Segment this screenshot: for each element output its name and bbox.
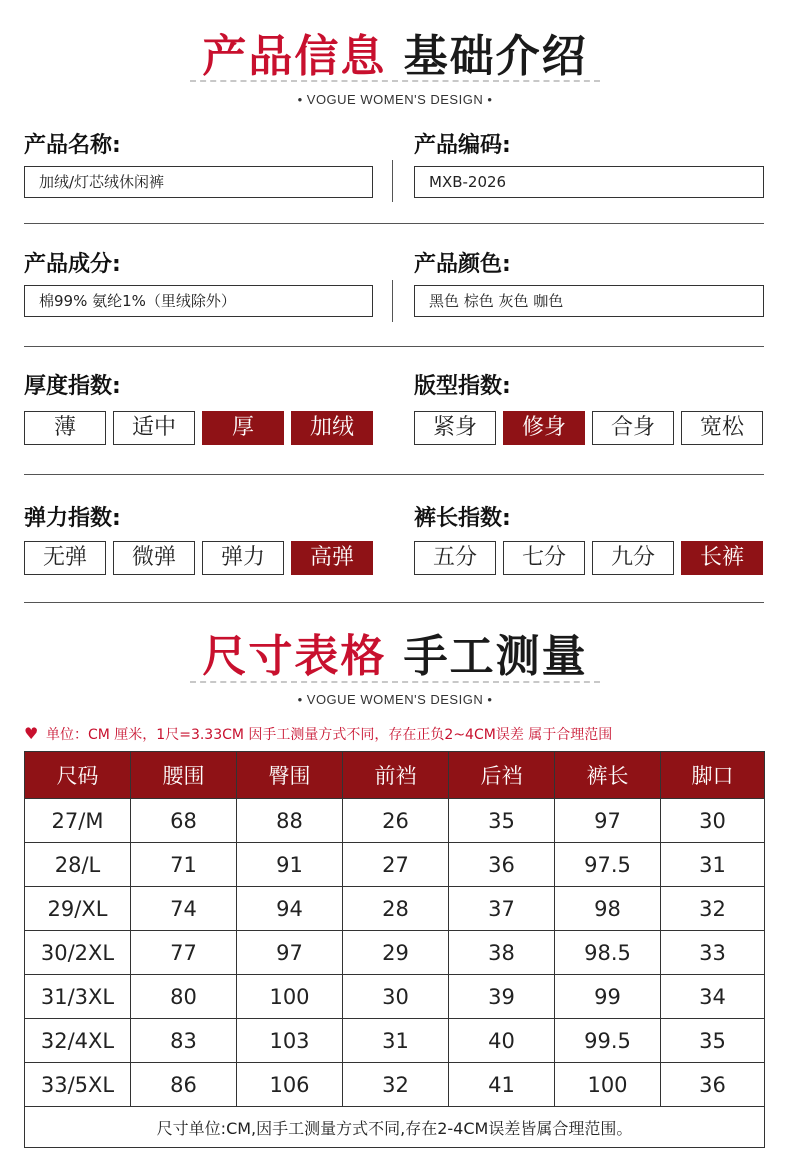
table-footer-note: 尺寸单位:CM,因手工测量方式不同,存在2-4CM误差皆属合理范围。 <box>25 1107 765 1148</box>
table-cell: 91 <box>237 843 343 887</box>
table-cell: 97 <box>555 799 661 843</box>
color-value: 黑色 棕色 灰色 咖色 <box>414 285 764 317</box>
table-cell: 33/5XL <box>25 1063 131 1107</box>
table-cell: 31/3XL <box>25 975 131 1019</box>
table-cell: 80 <box>131 975 237 1019</box>
table-cell: 39 <box>449 975 555 1019</box>
title-dark: 基础介绍 <box>403 31 588 82</box>
elasticity-label: 弹力指数: <box>24 506 121 531</box>
table-row <box>25 931 765 975</box>
table-cell: 98.5 <box>555 931 661 975</box>
table-cell: 35 <box>449 799 555 843</box>
table-cell: 77 <box>131 931 237 975</box>
length-option: 五分 <box>414 541 496 575</box>
table-row <box>25 843 765 887</box>
table-cell: 32 <box>343 1063 449 1107</box>
length-label: 裤长指数: <box>414 506 511 531</box>
section-title-product-info <box>0 20 790 84</box>
table-cell: 36 <box>661 1063 765 1107</box>
table-cell: 97 <box>237 931 343 975</box>
elasticity-option: 高弹 <box>291 541 373 575</box>
table-cell: 94 <box>237 887 343 931</box>
table-cell: 36 <box>449 843 555 887</box>
table-cell: 37 <box>449 887 555 931</box>
table-cell: 32/4XL <box>25 1019 131 1063</box>
title-red: 产品信息 <box>202 31 387 82</box>
elasticity-option: 弹力 <box>202 541 284 575</box>
notice-text: 单位：CM 厘米，1尺=3.33CM 因手工测量方式不同，存在正负2~4CM误差 属于合理范围 <box>46 727 613 743</box>
color-label: 产品颜色: <box>414 252 511 277</box>
material-value: 棉99% 氨纶1%（里绒除外） <box>24 285 373 317</box>
material-label: 产品成分: <box>24 252 121 277</box>
table-header-row <box>25 752 765 799</box>
table-row <box>25 887 765 931</box>
elasticity-option: 无弹 <box>24 541 106 575</box>
fit-option: 宽松 <box>681 411 763 445</box>
subtitle: • VOGUE WOMEN'S DESIGN • <box>297 92 493 107</box>
title-dark: 手工测量 <box>403 631 588 682</box>
table-cell: 106 <box>237 1063 343 1107</box>
dashed-divider <box>190 681 600 683</box>
thickness-option: 适中 <box>113 411 195 445</box>
column-header: 前裆 <box>343 752 449 799</box>
column-header: 裤长 <box>555 752 661 799</box>
table-cell: 27 <box>343 843 449 887</box>
table-cell: 100 <box>555 1063 661 1107</box>
table-row <box>25 975 765 1019</box>
title-red: 尺寸表格 <box>202 631 387 682</box>
table-cell: 34 <box>661 975 765 1019</box>
table-row <box>25 1063 765 1107</box>
code-label: 产品编码: <box>414 133 511 158</box>
table-cell: 27/M <box>25 799 131 843</box>
fit-option: 修身 <box>503 411 585 445</box>
dashed-divider <box>190 80 600 82</box>
table-cell: 74 <box>131 887 237 931</box>
table-cell: 35 <box>661 1019 765 1063</box>
table-cell: 38 <box>449 931 555 975</box>
table-cell: 40 <box>449 1019 555 1063</box>
size-table <box>24 751 765 1148</box>
horizontal-divider <box>24 602 764 603</box>
table-cell: 29/XL <box>25 887 131 931</box>
column-header: 尺码 <box>25 752 131 799</box>
table-cell: 83 <box>131 1019 237 1063</box>
column-header: 腰围 <box>131 752 237 799</box>
table-cell: 30 <box>661 799 765 843</box>
code-value: MXB-2026 <box>414 166 764 198</box>
measurement-notice <box>24 722 764 746</box>
table-row <box>25 1019 765 1063</box>
table-cell: 28 <box>343 887 449 931</box>
table-footer-row <box>25 1107 765 1148</box>
table-cell: 26 <box>343 799 449 843</box>
thickness-option: 薄 <box>24 411 106 445</box>
length-option: 长裤 <box>681 541 763 575</box>
heart-icon: ♥ <box>24 724 39 743</box>
column-header: 后裆 <box>449 752 555 799</box>
thickness-option: 加绒 <box>291 411 373 445</box>
table-cell: 32 <box>661 887 765 931</box>
column-header: 脚口 <box>661 752 765 799</box>
thickness-options <box>24 411 374 445</box>
elasticity-option: 微弹 <box>113 541 195 575</box>
fit-label: 版型指数: <box>414 374 511 399</box>
table-cell: 33 <box>661 931 765 975</box>
fit-option: 紧身 <box>414 411 496 445</box>
fit-option: 合身 <box>592 411 674 445</box>
table-cell: 30/2XL <box>25 931 131 975</box>
table-cell: 31 <box>343 1019 449 1063</box>
column-header: 臀围 <box>237 752 343 799</box>
fit-options <box>414 411 764 445</box>
table-cell: 68 <box>131 799 237 843</box>
table-cell: 88 <box>237 799 343 843</box>
vertical-divider <box>392 280 393 322</box>
table-cell: 97.5 <box>555 843 661 887</box>
table-cell: 30 <box>343 975 449 1019</box>
table-cell: 71 <box>131 843 237 887</box>
length-option: 七分 <box>503 541 585 575</box>
table-cell: 100 <box>237 975 343 1019</box>
length-option: 九分 <box>592 541 674 575</box>
name-label: 产品名称: <box>24 133 121 158</box>
table-cell: 99.5 <box>555 1019 661 1063</box>
name-value: 加绒/灯芯绒休闲裤 <box>24 166 373 198</box>
thickness-label: 厚度指数: <box>24 374 121 399</box>
table-row <box>25 799 765 843</box>
elasticity-options <box>24 541 374 575</box>
table-cell: 99 <box>555 975 661 1019</box>
horizontal-divider <box>24 474 764 475</box>
thickness-option: 厚 <box>202 411 284 445</box>
table-cell: 29 <box>343 931 449 975</box>
vertical-divider <box>392 160 393 202</box>
table-cell: 103 <box>237 1019 343 1063</box>
table-cell: 41 <box>449 1063 555 1107</box>
length-options <box>414 541 764 575</box>
table-cell: 86 <box>131 1063 237 1107</box>
horizontal-divider <box>24 346 764 347</box>
subtitle: • VOGUE WOMEN'S DESIGN • <box>297 692 493 707</box>
section-title-size-table <box>0 620 790 684</box>
horizontal-divider <box>24 223 764 224</box>
table-cell: 28/L <box>25 843 131 887</box>
table-cell: 31 <box>661 843 765 887</box>
table-cell: 98 <box>555 887 661 931</box>
